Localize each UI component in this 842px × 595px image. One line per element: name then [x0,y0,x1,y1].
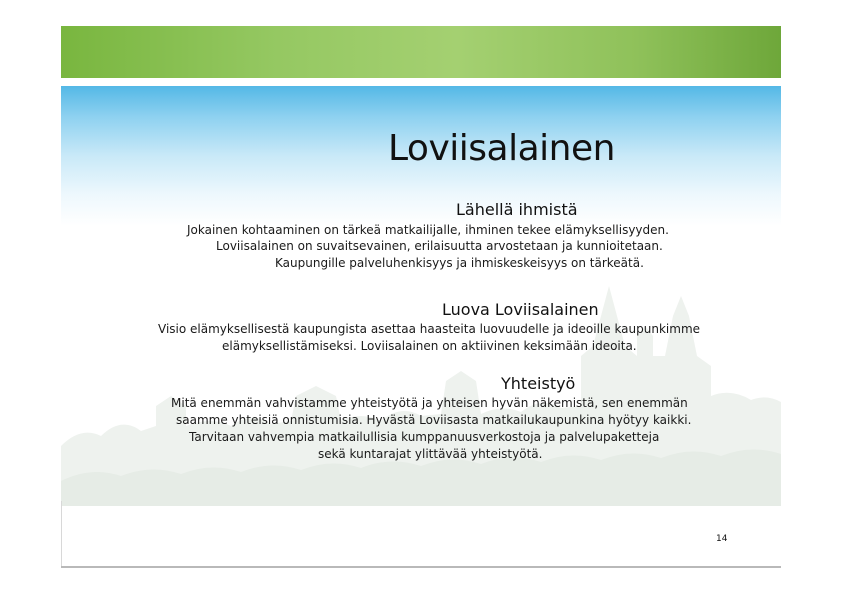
section-heading-lahella-ihmista: Lähellä ihmistä [456,200,578,219]
section-2-line-1: Visio elämyksellisestä kaupungista asettaa haasteita luovuudelle ja ideoille kaupunkimme [158,322,701,336]
section-heading-yhteistyo: Yhteistyö [501,374,576,393]
section-2-line-2: elämyksellistämiseksi. Loviisalainen on aktiivinen keksimään ideoita. [222,339,637,353]
section-3-line-3: Tarvitaan vahvempia matkailullisia kumppanuusverkostoja ja palvelupaketteja [189,430,660,444]
section-3-line-2: saamme yhteisiä onnistumisia. Hyvästä Loviisasta matkailukaupunkina hyötyy kaikki. [176,413,692,427]
page-number: 14 [716,534,728,544]
section-1-line-2: Loviisalainen on suvaitsevainen, erilaisuutta arvostetaan ja kunnioitetaan. [216,239,663,253]
section-1-line-1: Jokainen kohtaaminen on tärkeä matkailijalle, ihminen tekee elämyksellisyyden. [187,223,669,237]
left-divider [61,501,62,568]
section-3-line-4: sekä kuntarajat ylittävää yhteistyötä. [318,447,543,461]
bottom-divider [61,566,781,568]
section-heading-luova-loviisalainen: Luova Loviisalainen [442,300,599,319]
town-skyline-watermark [61,276,781,506]
section-3-line-1: Mitä enemmän vahvistamme yhteistyötä ja yhteisen hyvän näkemistä, sen enemmän [171,396,688,410]
green-header-band [61,26,781,78]
slide [61,26,781,568]
slide-title: Loviisalainen [388,128,615,169]
section-1-line-3: Kaupungille palveluhenkisyys ja ihmiskeskeisyys on tärkeätä. [275,256,644,270]
